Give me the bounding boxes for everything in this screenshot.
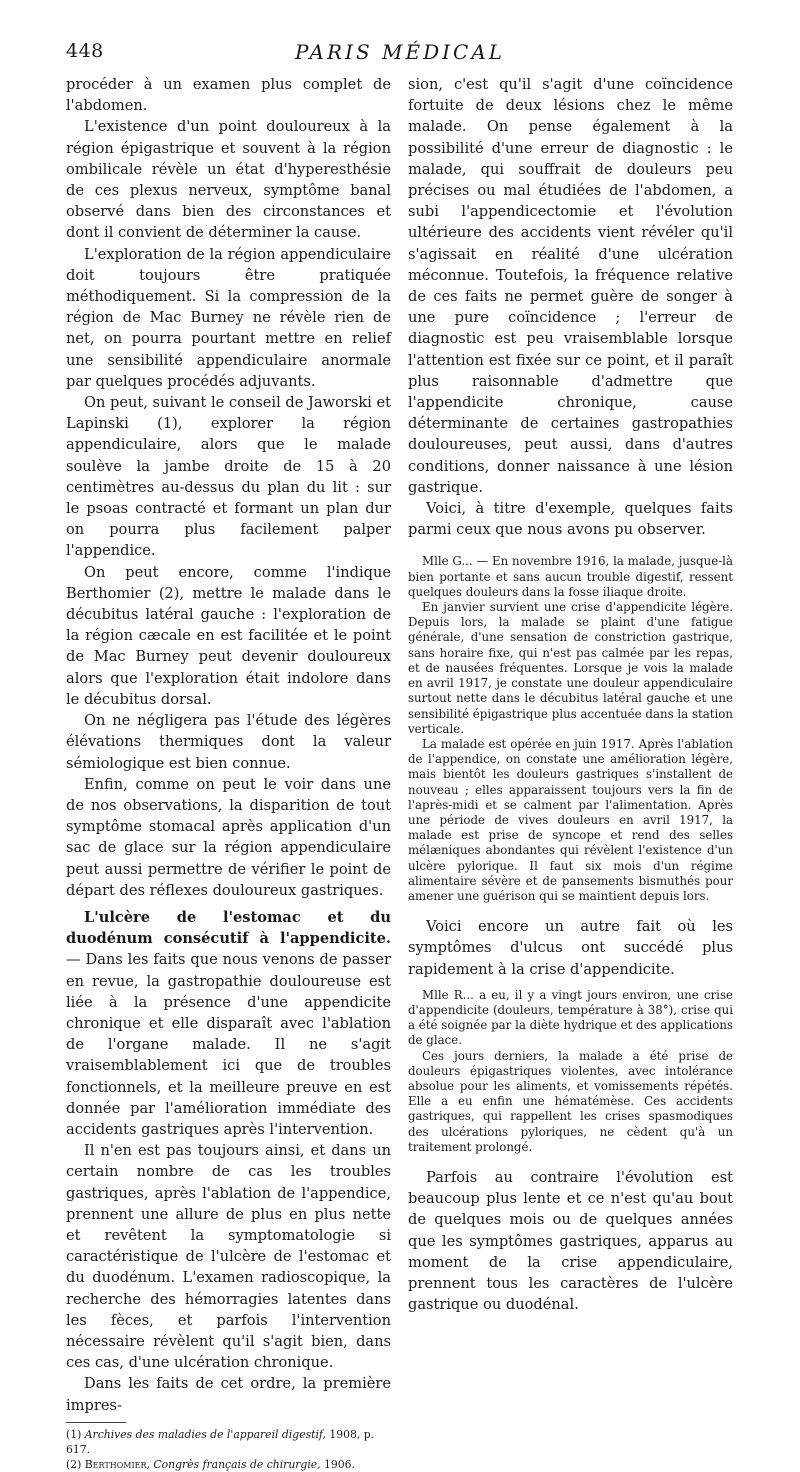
case-report-2 xyxy=(408,988,733,1155)
paragraph: Voici encore un autre fait où les symptômes d'ulcus ont succédé plus rapidement à la crise d'appendicite. xyxy=(408,918,733,978)
footnote: (2) Berthomier, Congrès français de chirurgie, 1906. xyxy=(66,1457,355,1471)
page-header xyxy=(66,40,734,70)
page-number: 448 xyxy=(66,40,104,62)
paragraph: sion, c'est qu'il s'agit d'une coïncidence fortuite de deux lésions chez le même malade. On pense également à la possibilité d'une erreur de diagnostic : le malade, qui souffrait de douleurs peu précises ou mal étudiées de l'abdomen, a subi l'appendicectomie et l'évolution ultérieure des accidents vient révéler qu'il s'agissait en réalité d'une ulcération méconnue. Toutefois, la fréquence relative de ces faits ne permet guère de songer à une pure coïncidence ; l'erreur de diagnostic est peu vraisemblable lorsque l'attention est fixée sur ce point, et il paraît plus raisonnable d'admettre que l'appendicite chronique, cause déterminante de certaines gastropathies douloureuses, peut aussi, dans d'autres conditions, donner naissance à une lésion gastrique. xyxy=(408,76,733,496)
footnotes xyxy=(66,1427,391,1472)
case-report-1 xyxy=(408,554,733,904)
left-column xyxy=(66,74,391,1472)
case-paragraph: Mlle R... a eu, il y a vingt jours environ, une crise d'appendicite (douleurs, température à 38°), crise qui a été soignée par la diète hydrique et des applications de glace. xyxy=(408,987,733,1048)
case-paragraph: La malade est opérée en juin 1917. Après l'ablation de l'appendice, on constate une amélioration légère, mais bientôt les douleurs gastriques s'installent de nouveau ; elles apparaissent toujours vers la fin de l'après-midi et se calment par l'alimentation. Après une période de vives douleurs en avril 1917, la malade est prise de syncope et rend des selles mélæniques abondantes qui révèlent l'existence d'un ulcère pylorique. Il faut six mois d'un régime alimentaire sévère et de pansements bismuthés pour amener une guérison qui se maintient depuis lors. xyxy=(408,736,733,903)
paragraph: On peut encore, comme l'indique Berthomier (2), mettre le malade dans le décubitus latéral gauche : l'exploration de la région cæcale en est facilitée et le point de Mac Burney peut devenir douloureux alors que l'exploration était indolore dans le décubitus dorsal. xyxy=(66,563,391,708)
paragraph: L'exploration de la région appendiculaire doit toujours être pratiquée méthodiquement. Si la compression de la région de Mac Burney ne révèle rien de net, on pourra pourtant mettre en relief une sensibilité appendiculaire anormale par quelques procédés adjuvants. xyxy=(66,245,391,390)
paragraph: Il n'en est pas toujours ainsi, et dans un certain nombre de cas les troubles gastriques, après l'ablation de l'appendice, prennent une allure de plus en plus nette et revêtent la symptomatologie si caractéristique de l'ulcère de l'estomac et du duodénum. L'examen radioscopique, la recherche des hémorragies latentes dans les fèces, et parfois l'intervention nécessaire révèlent qu'il s'agit bien, dans ces cas, d'une ulcération chronique. xyxy=(66,1142,391,1372)
section-text: — Dans les faits que nous venons de passer en revue, la gastropathie douloureuse est liée à la présence d'une appendicite chronique et elle disparaît avec l'ablation de l'organe malade. Il ne s'agit vraisemblablement ici que de troubles fonctionnels, et la meilleure preuve en est donnée par l'amélioration immédiate des accidents gastriques après l'intervention. xyxy=(66,951,391,1138)
paragraph: Enfin, comme on peut le voir dans une de nos observations, la disparition de tout symptôme stomacal après application d'un sac de glace sur la région appendiculaire peut aussi permettre de vérifier le point de départ des réflexes douloureux gastriques. xyxy=(66,775,391,899)
paragraph: Parfois au contraire l'évolution est beaucoup plus lente et ce n'est qu'au bout de quelques mois ou de quelques années que les symptômes gastriques, apparus au moment de la crise appendiculaire, prennent tous les caractères de l'ulcère gastrique ou duodénal. xyxy=(408,1168,733,1314)
right-column xyxy=(408,74,733,1315)
paragraph: On ne négligera pas l'étude des légères élévations thermiques dont la valeur sémiologique est bien connue. xyxy=(66,712,391,772)
footnote-divider xyxy=(66,1422,126,1423)
paragraph: Dans les faits de cet ordre, la première impres- xyxy=(66,1375,391,1414)
section-paragraph xyxy=(66,907,391,1140)
paragraph: Voici, à titre d'exemple, quelques faits parmi ceux que nous avons pu observer. xyxy=(408,500,733,539)
paragraph: L'existence d'un point douloureux à la région épigastrique et souvent à la région ombilicale révèle un état d'hyperesthésie de ces plexus nerveux, symptôme banal observé dans bien des circonstances et dont il convient de déterminer la cause. xyxy=(66,118,391,242)
paragraph: On peut, suivant le conseil de Jaworski et Lapinski (1), explorer la région appendiculaire, alors que le malade soulève la jambe droite de 15 à 20 centimètres au-dessus du plan du lit : sur le psoas contracté et formant un plan dur on pourra plus facilement palper l'appendice. xyxy=(66,394,391,560)
section-heading: L'ulcère de l'estomac et du duodénum consécutif à l'appendicite. xyxy=(66,908,391,948)
case-paragraph: En janvier survient une crise d'appendicite légère. Depuis lors, la malade se plaint d'une fatigue générale, d'une sensation de constriction gastrique, sans horaire fixe, qui n'est pas calmée par les repas, et de nausées fréquentes. Lorsque je vois la malade en avril 1917, je constate une douleur appendiculaire surtout nette dans le décubitus latéral gauche et une sensibilité épigastrique plus accentuée dans la station verticale. xyxy=(408,600,733,736)
paragraph: procéder à un examen plus complet de l'abdomen. xyxy=(66,76,391,115)
case-paragraph: Mlle G... — En novembre 1916, la malade, jusque-là bien portante et sans aucun trouble digestif, ressent quelques douleurs dans la fosse iliaque droite. xyxy=(408,554,733,599)
footnote: (1) Archives des maladies de l'appareil digestif, 1908, p. 617. xyxy=(66,1427,375,1456)
journal-title: PARIS MÉDICAL xyxy=(294,40,506,64)
case-paragraph: Ces jours derniers, la malade a été prise de douleurs épigastriques violentes, avec intolérance absolue pour les aliments, et vomissements répétés. Elle a eu enfin une hématémèse. Ces accidents gastriques, qui rappellent les crises spasmodiques des ulcérations pyloriques, ne cèdent qu'à un traitement prolongé. xyxy=(408,1048,733,1154)
